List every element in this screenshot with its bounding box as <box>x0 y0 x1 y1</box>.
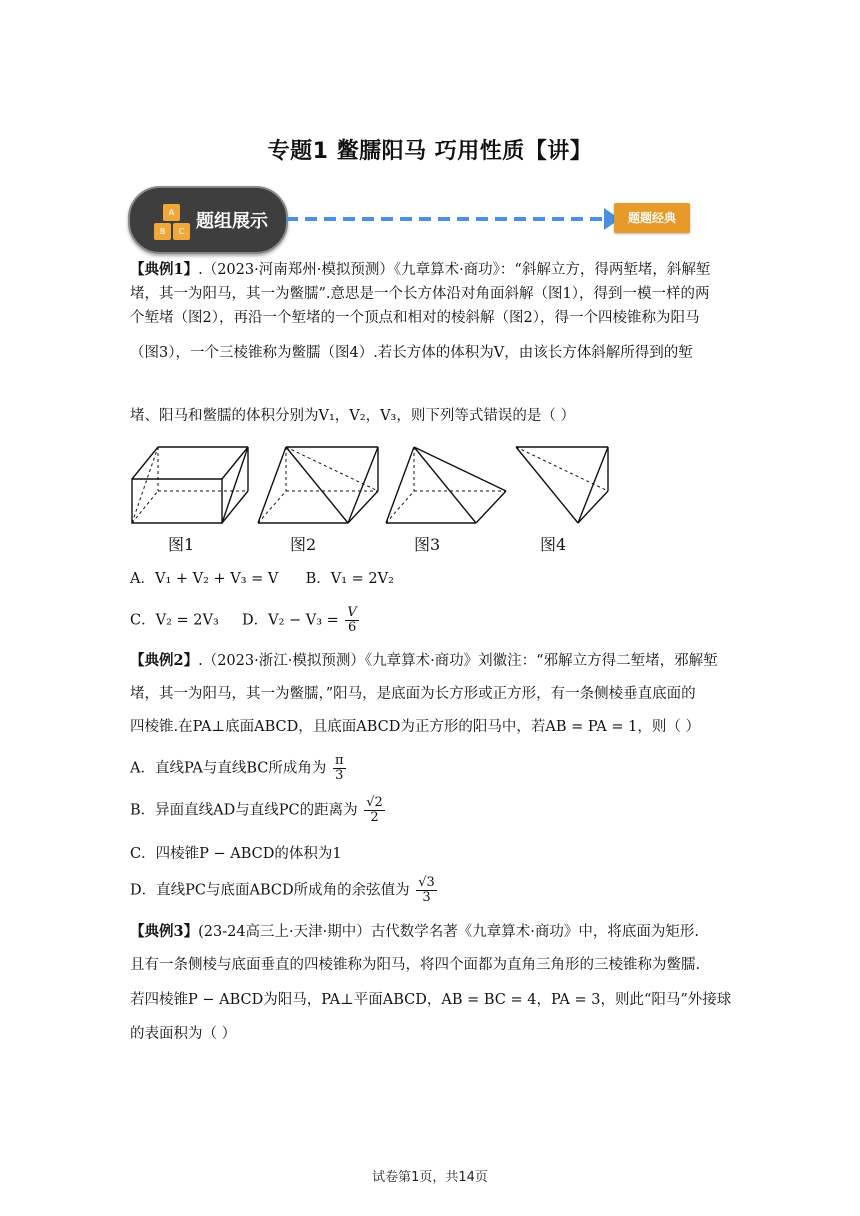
figure-4-caption: 图4 <box>540 535 567 554</box>
ex2-option-c: C．四棱锥P − ABCD的体积为1 <box>130 846 342 862</box>
ex2-line2: 堵，其一为阳马，其一为鳖臑，”阳马，是底面为长方形或正方形，有一条侧棱垂直底面的 <box>130 686 696 702</box>
ex1-line5: 堵、阳马和鳖臑的体积分别为V₁，V₂，V₃，则下列等式错误的是（ ） <box>130 408 575 424</box>
ex3-line1: 【典例3】(23-24高三上·天津·期中）古代数学名著《九章算术·商功》中，将底面为矩形. <box>130 923 699 940</box>
block-c: C <box>173 223 190 240</box>
ex1-options-ab <box>130 571 730 587</box>
figure-4-tetrahedron <box>512 443 617 528</box>
ex1-line4: （图3），一个三棱锥称为鳖臑（图4）.若长方体的体积为V，由该长方体斜解所得到的堑 <box>130 345 693 361</box>
ex3-line3: 若四棱锥P − ABCD为阳马，PA⊥平面ABCD，AB = BC = 4，PA = 3，则此“阳马”外接球 <box>130 992 732 1008</box>
page-footer: 试卷第1页，共14页 <box>372 1170 488 1185</box>
ex1-option-a: A．V₁ + V₂ + V₃ = V <box>130 571 279 587</box>
ex3-line4: 的表面积为（ ） <box>130 1026 237 1042</box>
block-b: B <box>154 223 171 240</box>
ex1-line2: 堵，其一为阳马，其一为鳖臑”.意思是一个长方体沿对角面斜解（图1），得到一模一样的两 <box>130 286 710 302</box>
ex1-options-cd <box>130 606 730 635</box>
figure-3-caption: 图3 <box>414 535 441 554</box>
section-banner <box>128 186 688 252</box>
ex1-option-d: D．V₂ − V₃ = <box>241 612 339 629</box>
figure-2-prism <box>256 443 381 528</box>
figure-1-caption: 图1 <box>168 535 195 554</box>
ex2-option-d-fraction: $\frac{√3}{3}$ <box>418 875 435 905</box>
ex2-line3: 四棱锥.在PA⊥底面ABCD，且底面ABCD为正方形的阳马中，若AB = PA = 1，则（ ） <box>130 719 700 735</box>
ex1-option-b: B．V₁ = 2V₂ <box>305 571 394 587</box>
figure-1-box <box>128 443 253 528</box>
ex1-line1: 【典例1】.（2023·河南郑州·模拟预测）《九章算术·商功》：“斜解立方，得两堑堵，斜解堑 <box>130 261 711 278</box>
figure-2-caption: 图2 <box>290 535 317 554</box>
block-a: A <box>163 204 180 221</box>
ex2-option-d: D．直线PC与底面ABCD所成角的余弦值为 $\frac{√3}{3}$ <box>130 875 435 905</box>
dashed-arrow-line <box>286 216 626 222</box>
page-title: 专题1 鳖臑阳马 巧用性质【讲】 <box>267 139 593 164</box>
section-label: 题组展示 <box>196 211 268 232</box>
classic-badge: 题题经典 <box>614 203 690 233</box>
ex2-line1: 【典例2】.（2023·浙江·模拟预测）《九章算术·商功》刘徽注：“邪解立方得二堑堵，邪解堑 <box>130 652 718 669</box>
ex1-option-c: C．V₂ = 2V₃ <box>130 612 219 629</box>
abc-blocks-icon <box>152 202 192 242</box>
ex2-option-a-fraction: $\frac{\pi}{3}$ <box>335 753 344 783</box>
section-pill <box>128 186 288 254</box>
figure-3-pyramid <box>384 443 509 528</box>
ex2-option-b-fraction: $\frac{√2}{2}$ <box>366 795 383 825</box>
ex1-option-d-fraction: $\frac{V}{6}$ <box>347 605 357 635</box>
ex3-line2: 且有一条侧棱与底面垂直的四棱锥称为阳马，将四个面都为直角三角形的三棱锥称为鳖臑. <box>130 957 701 973</box>
ex1-line3: 个堑堵（图2），再沿一个堑堵的一个顶点和相对的棱斜解（图2），得一个四棱锥称为阳马 <box>130 310 700 326</box>
ex2-option-b: B．异面直线AD与直线PC的距离为 $\frac{√2}{2}$ <box>130 795 383 825</box>
ex2-option-a: A．直线PA与直线BC所成角为 $\frac{\pi}{3}$ <box>130 753 344 783</box>
